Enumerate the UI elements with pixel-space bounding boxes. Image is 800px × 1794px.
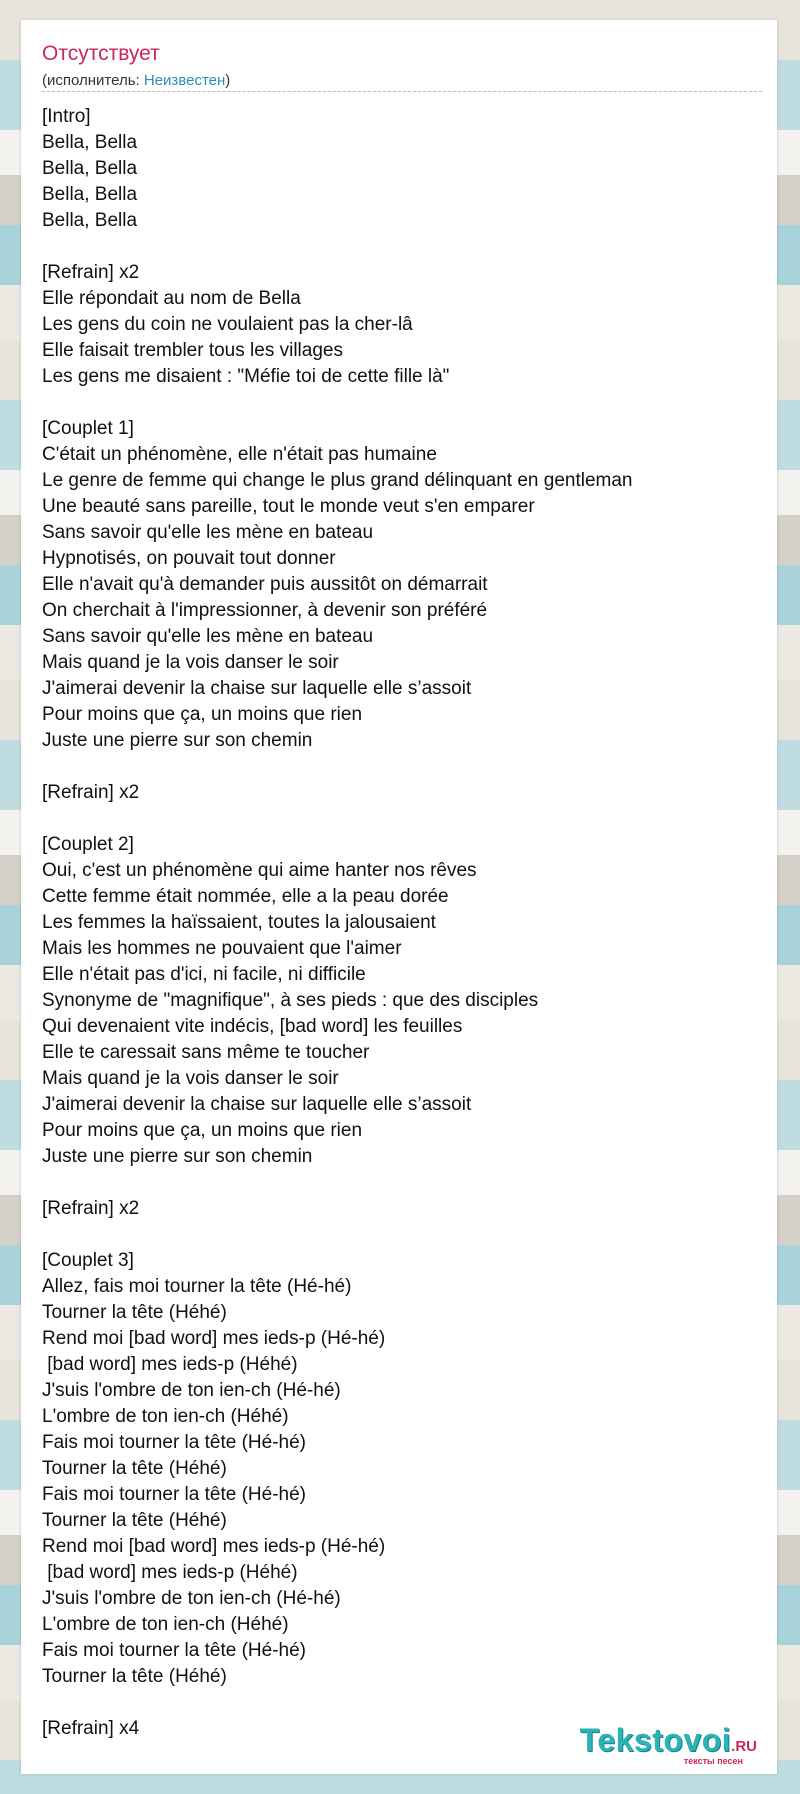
lyrics-line: Pour moins que ça, un moins que rien: [42, 1120, 363, 1141]
artist-link[interactable]: Неизвестен: [143, 72, 226, 89]
lyrics-line: Oui, c'est un phénomène qui aime hanter nos rêves: [42, 860, 477, 881]
lyrics-line: Synonyme de "magnifique", à ses pieds : que des disciples: [42, 990, 539, 1011]
lyrics-line: [Refrain] x2: [42, 1198, 140, 1219]
lyrics-line: Les gens me disaient : "Méfie toi de cette fille là": [42, 366, 450, 387]
lyrics-line: On cherchait à l'impressionner, à devenir son préféré: [42, 600, 488, 621]
lyrics-line: Bella, Bella: [42, 132, 138, 153]
lyrics-line: Rend moi [bad word] mes ieds-p (Hé-hé): [42, 1328, 386, 1349]
lyrics-line: [42, 806, 762, 832]
lyrics-line: C'était un phénomène, elle n'était pas humaine: [42, 444, 437, 465]
lyrics-line: Sans savoir qu'elle les mène en bateau: [42, 626, 374, 647]
lyrics-line: Tourner la tête (Héhé): [42, 1510, 227, 1531]
lyrics-line: [42, 1690, 762, 1716]
lyrics-line: Les femmes la haïssaient, toutes la jalousaient: [42, 912, 436, 933]
lyrics-line: Fais moi tourner la tête (Hé-hé): [42, 1640, 306, 1661]
title-divider: [42, 91, 762, 92]
lyrics-line: [42, 390, 762, 416]
lyrics-line: J'suis l'ombre de ton ien-ch (Hé-hé): [42, 1380, 341, 1401]
logo-name: Tekstovoi: [579, 1722, 732, 1758]
lyrics-line: Elle n'avait qu'à demander puis aussitôt on démarrait: [42, 574, 488, 595]
lyrics-line: J'aimerai devenir la chaise sur laquelle elle s’assoit: [42, 1094, 472, 1115]
artist-suffix: ): [225, 72, 231, 89]
lyrics-line: Allez, fais moi tourner la tête (Hé-hé): [42, 1276, 352, 1297]
lyrics-line: Mais quand je la vois danser le soir: [42, 652, 339, 673]
song-title: Отсутствует: [42, 42, 160, 65]
lyrics-line: Qui devenaient vite indécis, [bad word] les feuilles: [42, 1016, 463, 1037]
lyrics-line: [Intro]: [42, 106, 91, 127]
lyrics-line: [42, 1222, 762, 1248]
lyrics-line: Bella, Bella: [42, 184, 138, 205]
lyrics-line: [Refrain] x2: [42, 262, 140, 283]
lyrics-line: Tourner la tête (Héhé): [42, 1302, 227, 1323]
lyrics-line: [42, 1170, 762, 1196]
logo-tld: .RU: [731, 1738, 757, 1755]
lyrics-line: Une beauté sans pareille, tout le monde veut s'en emparer: [42, 496, 535, 517]
lyrics-line: [Couplet 1]: [42, 418, 134, 439]
lyrics-line: Elle n'était pas d'ici, ni facile, ni difficile: [42, 964, 366, 985]
lyrics-line: [bad word] mes ieds-p (Héhé): [42, 1354, 298, 1375]
lyrics-line: L'ombre de ton ien-ch (Héhé): [42, 1406, 289, 1427]
lyrics-line: [42, 754, 762, 780]
lyrics-line: Bella, Bella: [42, 210, 138, 231]
lyrics-line: Mais quand je la vois danser le soir: [42, 1068, 339, 1089]
lyrics-line: Elle te caressait sans même te toucher: [42, 1042, 370, 1063]
lyrics-line: Hypnotisés, on pouvait tout donner: [42, 548, 336, 569]
lyrics-line: Elle répondait au nom de Bella: [42, 288, 301, 309]
lyrics-line: Rend moi [bad word] mes ieds-p (Hé-hé): [42, 1536, 386, 1557]
lyrics-line: Juste une pierre sur son chemin: [42, 1146, 313, 1167]
lyrics-line: J'aimerai devenir la chaise sur laquelle elle s’assoit: [42, 678, 472, 699]
lyrics-line: [Refrain] x4: [42, 1718, 140, 1739]
lyrics-line: [Couplet 3]: [42, 1250, 134, 1271]
lyrics-line: Elle faisait trembler tous les villages: [42, 340, 343, 361]
lyrics-line: Tourner la tête (Héhé): [42, 1458, 227, 1479]
lyrics-line: J'suis l'ombre de ton ien-ch (Hé-hé): [42, 1588, 341, 1609]
lyrics-line: [bad word] mes ieds-p (Héhé): [42, 1562, 298, 1583]
lyrics-line: Pour moins que ça, un moins que rien: [42, 704, 363, 725]
lyrics-line: Juste une pierre sur son chemin: [42, 730, 313, 751]
lyrics-line: [42, 234, 762, 260]
lyrics-line: [Refrain] x2: [42, 782, 140, 803]
lyrics-card: [21, 20, 777, 1774]
lyrics-line: L'ombre de ton ien-ch (Héhé): [42, 1614, 289, 1635]
lyrics-line: Bella, Bella: [42, 158, 138, 179]
lyrics-text: [42, 104, 762, 1742]
logo-tagline: тексты песен: [683, 1756, 743, 1766]
site-logo[interactable]: [580, 1724, 757, 1766]
lyrics-line: Fais moi tourner la tête (Hé-hé): [42, 1484, 306, 1505]
artist-prefix: (исполнитель:: [42, 72, 144, 89]
lyrics-line: Tourner la tête (Héhé): [42, 1666, 227, 1687]
lyrics-line: Fais moi tourner la tête (Hé-hé): [42, 1432, 306, 1453]
artist-line: [42, 72, 230, 89]
lyrics-line: Sans savoir qu'elle les mène en bateau: [42, 522, 374, 543]
lyrics-line: Cette femme était nommée, elle a la peau dorée: [42, 886, 449, 907]
lyrics-line: Les gens du coin ne voulaient pas la cher-lâ: [42, 314, 413, 335]
lyrics-line: Le genre de femme qui change le plus grand délinquant en gentleman: [42, 470, 633, 491]
lyrics-line: Mais les hommes ne pouvaient que l'aimer: [42, 938, 402, 959]
lyrics-line: [Couplet 2]: [42, 834, 134, 855]
